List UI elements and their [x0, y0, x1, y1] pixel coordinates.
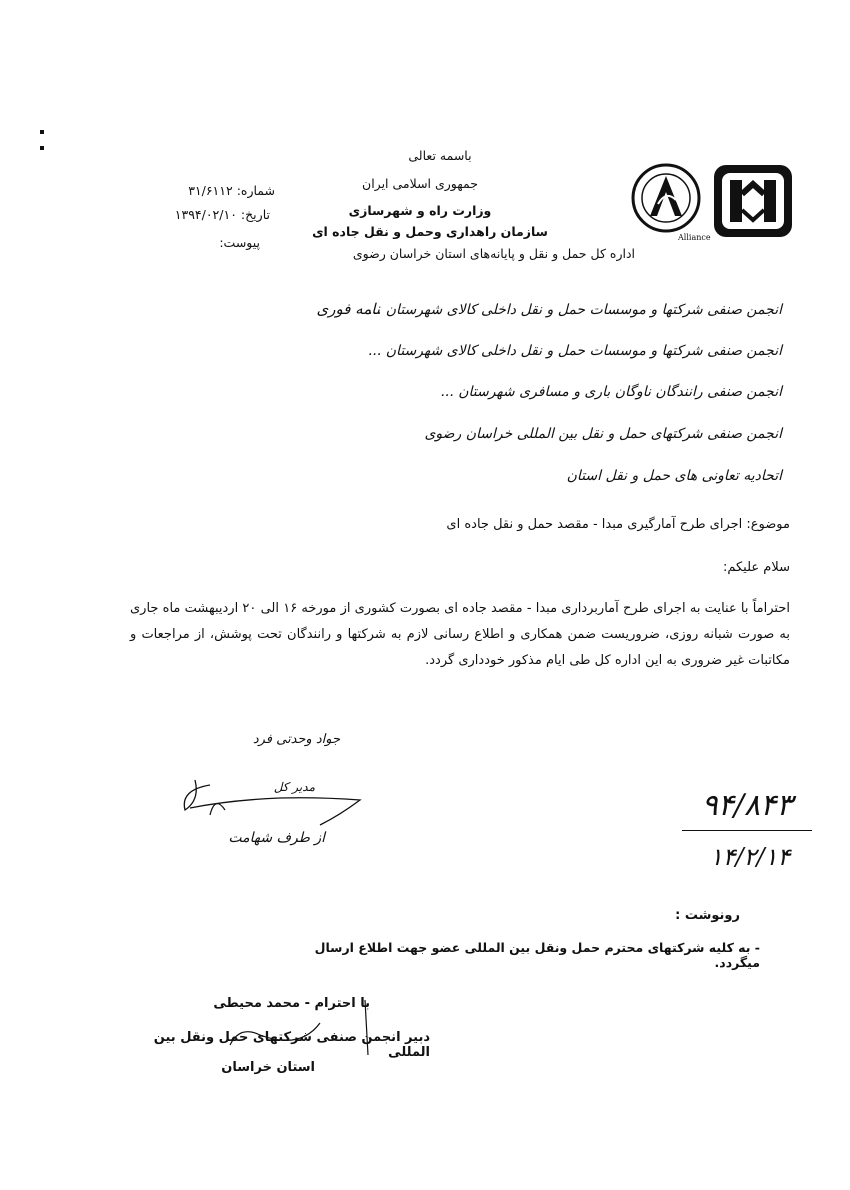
letter-body: احتراماً با عنایت به اجرای طرح آماربرداری مبدا - مقصد جاده ای بصورت کشوری از مورخه ۱۶ الی ۲۰ اردیبهشت ماه جاری به صورت شبانه روزی، ضروریست ضمن همکاری و اطلاع رسانی لازم به شرکتها و رانندگان تحت پوشش، از مراجعات و مکاتبات غیر ضروری به این اداره کل طی ایام مذکور خودداری گردد.	[130, 601, 790, 668]
registration-number: ۹۴/۸۴۳	[701, 788, 793, 823]
department-name: اداره کل حمل و نقل و پایانه‌های استان خراسان رضوی	[352, 246, 635, 261]
recipient-line: انجمن صنفی شرکتها و موسسات حمل و نقل داخلی کالای شهرستان ...	[367, 343, 782, 359]
copy-label: رونوشت :	[675, 908, 740, 923]
signatory-title: مدیر کل	[273, 780, 315, 794]
letter-number-row	[150, 183, 275, 198]
scan-mark	[40, 130, 44, 134]
greeting: سلام علیکم:	[722, 560, 790, 575]
date-value: ۱۳۹۴/۰۲/۱۰	[174, 207, 237, 222]
date-label: تاریخ:	[240, 207, 270, 222]
organization-name: سازمان راهداری وحمل و نقل جاده ای	[312, 224, 548, 239]
bismillah: باسمه تعالی	[408, 148, 472, 163]
recipient-line: انجمن صنفی شرکتهای حمل و نقل بین المللی خراسان رضوی	[424, 426, 782, 442]
on-behalf-of: از طرف شهامت	[228, 830, 325, 846]
logo-graphic	[628, 160, 796, 245]
sender-signature	[200, 995, 380, 1065]
sender-province: استان خراسان	[221, 1060, 315, 1075]
sender-title: دبیر انجمن صنفی شرکتهای حمل ونقل بین المللی	[153, 1030, 430, 1060]
copy-text: - به کلیه شرکتهای محترم حمل ونقل بین المللی عضو جهت اطلاع ارسال میگردد.	[314, 940, 760, 970]
registration-rule	[682, 830, 812, 831]
registration-date: ۱۴/۲/۱۴	[709, 843, 791, 871]
attachment-label: پیوست:	[219, 235, 260, 250]
recipient-line: انجمن صنفی رانندگان ناوگان باری و مسافری شهرستان ...	[440, 384, 782, 400]
subject-line: موضوع: اجرای طرح آمارگیری مبدا - مقصد حمل و نقل جاده ای	[446, 517, 790, 532]
scan-mark	[40, 146, 44, 150]
sender-regards: با احترام - محمد محیطی	[213, 996, 370, 1011]
number-value: ۳۱/۶۱۱۲	[188, 183, 233, 198]
logo-caption: Alliance	[678, 233, 711, 242]
recipient-line: اتحادیه تعاونی های حمل و نقل استان	[566, 468, 782, 484]
number-label: شماره:	[236, 183, 275, 198]
country-name: جمهوری اسلامی ایران	[362, 176, 478, 191]
letter-date-row	[130, 207, 270, 222]
urgent-note: نامه فوری	[316, 300, 380, 318]
ministry-name: وزارت راه و شهرسازی	[348, 203, 492, 218]
signatory-name: جواد وحدتی فرد	[252, 732, 340, 747]
organization-logo	[628, 160, 796, 245]
recipient-line: انجمن صنفی شرکتها و موسسات حمل و نقل داخلی کالای شهرستان ...	[367, 302, 782, 318]
